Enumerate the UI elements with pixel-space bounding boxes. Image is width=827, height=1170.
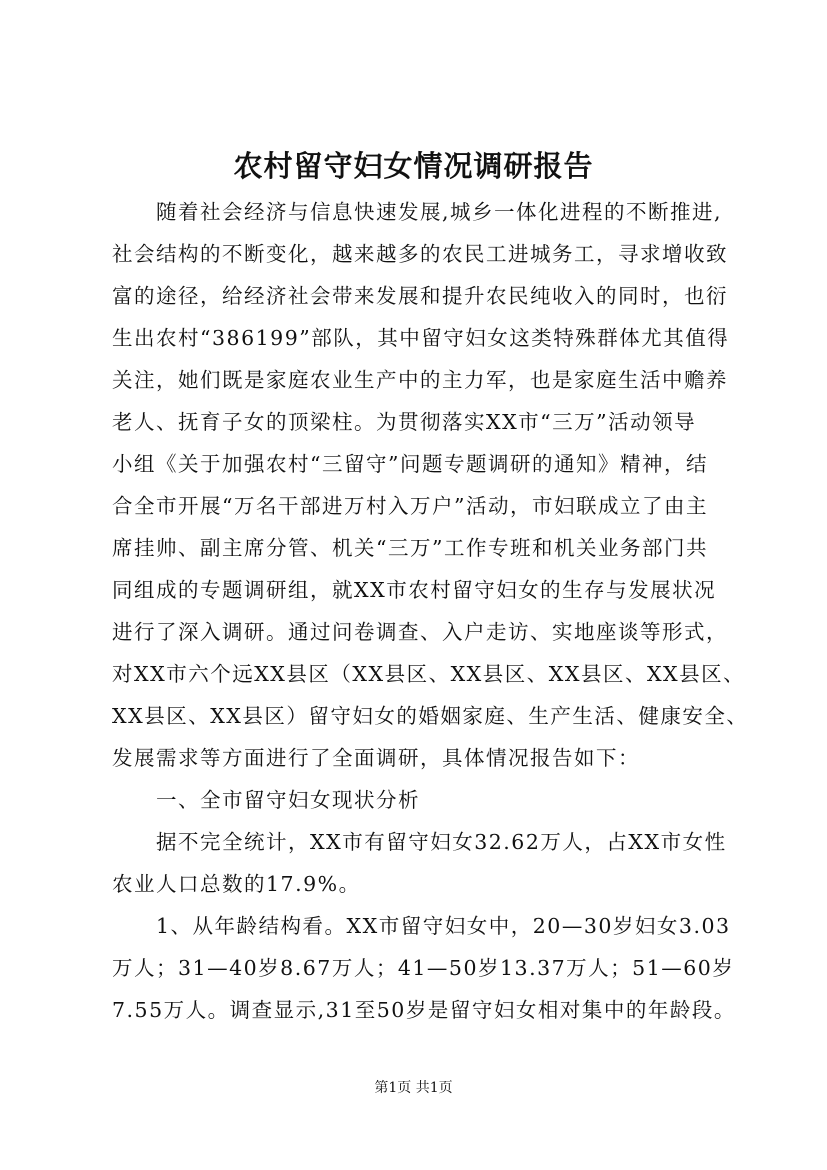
body-line: 据不完全统计，XX市有留守妇女32.62万人，占XX市女性 xyxy=(112,830,727,854)
body-line: 同组成的专题调研组，就XX市农村留守妇女的生存与发展状况 xyxy=(112,578,717,602)
body-line: 席挂帅、副主席分管、机关“三万”工作专班和机关业务部门共 xyxy=(112,536,708,560)
body-line: 7.55万人。调查显示,31至50岁是留守妇女相对集中的年龄段。 xyxy=(112,998,736,1022)
body-line: 小组《关于加强农村“三留守”问题专题调研的通知》精神，结 xyxy=(112,452,708,476)
document-title: 农村留守妇女情况调研报告 xyxy=(233,149,594,183)
body-line: 老人、抚育子女的顶梁柱。为贯彻落实XX市“三万”活动领导 xyxy=(112,410,697,434)
body-line: 万人；31—40岁8.67万人；41—50岁13.37万人；51—60岁 xyxy=(112,956,735,980)
body-line: 合全市开展“万名干部进万村入万户”活动，市妇联成立了由主 xyxy=(112,494,708,518)
body-line: 对XX市六个远XX县区（XX县区、XX县区、XX县区、XX县区、 xyxy=(112,662,746,686)
section-heading: 一、全市留守妇女现状分析 xyxy=(112,788,420,812)
body-line: 随着社会经济与信息快速发展,城乡一体化进程的不断推进, xyxy=(112,200,723,224)
body-line: XX县区、XX县区）留守妇女的婚姻家庭、生产生活、健康安全、 xyxy=(112,704,749,728)
body-line: 富的途径，给经济社会带来发展和提升农民纯收入的同时，也衍 xyxy=(112,284,728,308)
body-line: 发展需求等方面进行了全面调研，具体情况报告如下： xyxy=(112,746,640,770)
body-line: 进行了深入调研。通过问卷调查、入户走访、实地座谈等形式， xyxy=(112,620,728,644)
body-line: 农业人口总数的17.9%。 xyxy=(112,872,361,896)
body-line: 1、从年龄结构看。XX市留守妇女中，20—30岁妇女3.03 xyxy=(112,914,731,938)
page-number-footer: 第1页 共1页 xyxy=(374,1080,453,1096)
body-line: 关注，她们既是家庭农业生产中的主力军，也是家庭生活中赡养 xyxy=(112,368,728,392)
body-line: 生出农村“386199”部队，其中留守妇女这类特殊群体尤其值得 xyxy=(112,326,730,350)
body-line: 社会结构的不断变化，越来越多的农民工进城务工，寻求增收致 xyxy=(112,242,728,266)
